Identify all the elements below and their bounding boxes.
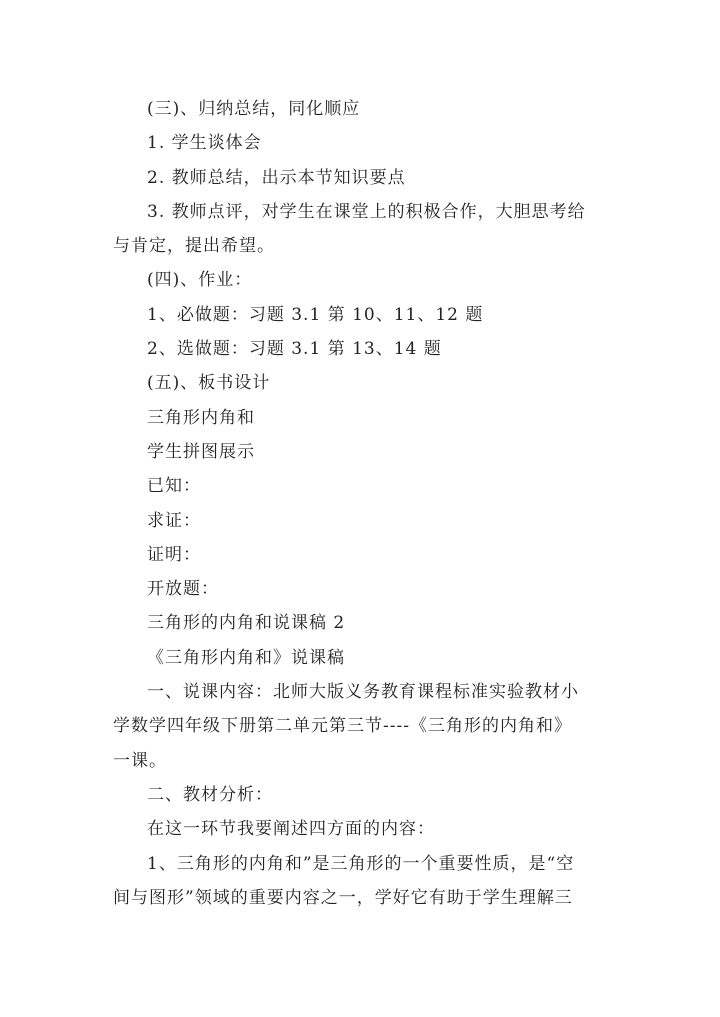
paragraph-line: 1、必做题：习题 3.1 第 10、11、12 题 [147,304,484,325]
paragraph-line: 开放题： [147,579,219,600]
paragraph-line: 二、教材分析： [147,784,273,805]
paragraph-line: 已知： [147,476,201,497]
paragraph-line: 1、三角形的内角和”是三角形的一个重要性质，是“空 [147,853,575,874]
paragraph-line: 学生拼图展示 [147,441,255,462]
paragraph-line: (三)、归纳总结，同化顺应 [147,99,361,119]
paragraph-line: (五)、板书设计 [147,373,271,394]
paragraph-line: 与肯定，提出希望。 [113,236,275,257]
section-title: 三角形的内角和说课稿 2 [147,613,346,634]
paragraph-line: 《三角形内角和》说课稿 [147,647,345,668]
paragraph-line: 2、选做题：习题 3.1 第 13、14 题 [147,339,442,360]
paragraph-line: (四)、作业： [147,270,253,291]
paragraph-line: 一课。 [113,750,167,771]
paragraph-line: 3. 教师点评，对学生在课堂上的积极合作，大胆思考给 [147,201,586,222]
document-body [113,92,613,915]
paragraph-line: 证明： [147,544,201,565]
paragraph-line: 在这一环节我要阐述四方面的内容： [147,819,435,840]
paragraph-line: 间与图形”领域的重要内容之一，学好它有助于学生理解三 [113,887,573,908]
paragraph-line: 1. 学生谈体会 [147,133,262,154]
paragraph-line: 2. 教师总结，出示本节知识要点 [147,167,406,188]
paragraph-line: 一、说课内容：北师大版义务教育课程标准实验教材小 [147,682,579,703]
paragraph-line: 三角形内角和 [147,407,255,428]
paragraph-line: 学数学四年级下册第二单元第三节----《三角形的内角和》 [113,716,572,737]
paragraph-line: 求证： [147,510,201,531]
